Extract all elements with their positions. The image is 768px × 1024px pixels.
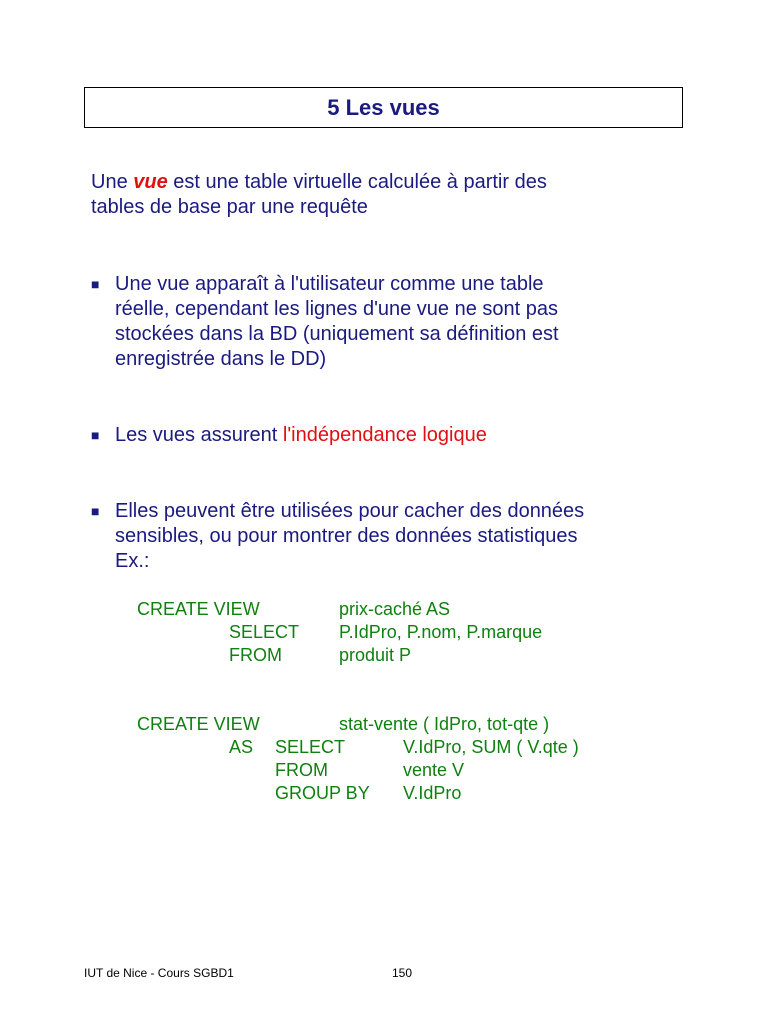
code1-create-keyword: CREATE VIEW <box>137 599 260 619</box>
bullet-3-line-2: sensibles, ou pour montrer des données statistiques <box>115 525 578 547</box>
code2-as-keyword: AS <box>229 737 254 757</box>
bullet-marker-icon: ■ <box>91 427 100 443</box>
bullet-2-text <box>115 423 675 448</box>
code1-view-name: prix-caché AS <box>339 599 451 619</box>
bullet-marker-icon: ■ <box>91 276 100 292</box>
code1-select-columns: P.IdPro, P.nom, P.marque <box>339 622 543 642</box>
bullet-2-highlight: l'indépendance logique <box>282 424 487 446</box>
bullet-1-line-4: enregistrée dans le DD) <box>115 348 327 370</box>
intro-line-1 <box>91 170 691 195</box>
code1-from-keyword: FROM <box>229 645 282 665</box>
footer-course: IUT de Nice - Cours SGBD1 <box>84 966 234 980</box>
code2-select-columns: V.IdPro, SUM ( V.qte ) <box>403 737 579 757</box>
footer-page-number: 150 <box>392 966 413 980</box>
code2-from-keyword: FROM <box>275 760 328 780</box>
code1-select-keyword: SELECT <box>229 622 300 642</box>
intro-line-2: tables de base par une requête <box>91 196 368 218</box>
intro-paragraph <box>91 170 691 220</box>
bullet-1-line-3: stockées dans la BD (uniquement sa définition est <box>115 323 559 345</box>
code2-group-column: V.IdPro <box>403 783 462 803</box>
code2-group-keyword: GROUP BY <box>275 783 370 803</box>
bullet-3-line-1: Elles peuvent être utilisées pour cacher des données <box>115 500 585 522</box>
bullet-3-line-3: Ex.: <box>115 550 150 572</box>
code2-select-keyword: SELECT <box>275 737 346 757</box>
intro-text-before: Une <box>91 171 134 193</box>
bullet-1-line-2: réelle, cependant les lignes d'une vue ne sont pas <box>115 298 559 320</box>
bullet-2-text-before: Les vues assurent <box>115 424 283 446</box>
bullet-marker-icon: ■ <box>91 503 100 519</box>
code2-create-keyword: CREATE VIEW <box>137 714 260 734</box>
code1-from-table: produit P <box>339 645 412 665</box>
bullet-3-text <box>115 499 675 574</box>
page-title: 5 Les vues <box>327 94 440 120</box>
bullet-1-line-1: Une vue apparaît à l'utilisateur comme une table <box>115 273 544 295</box>
intro-text-after: est une table virtuelle calculée à partir des <box>167 171 547 193</box>
title-box <box>84 87 683 128</box>
code2-from-table: vente V <box>403 760 465 780</box>
intro-emphasis: vue <box>133 171 168 193</box>
bullet-1-text <box>115 272 675 372</box>
code2-view-name: stat-vente ( IdPro, tot-qte ) <box>339 714 550 734</box>
